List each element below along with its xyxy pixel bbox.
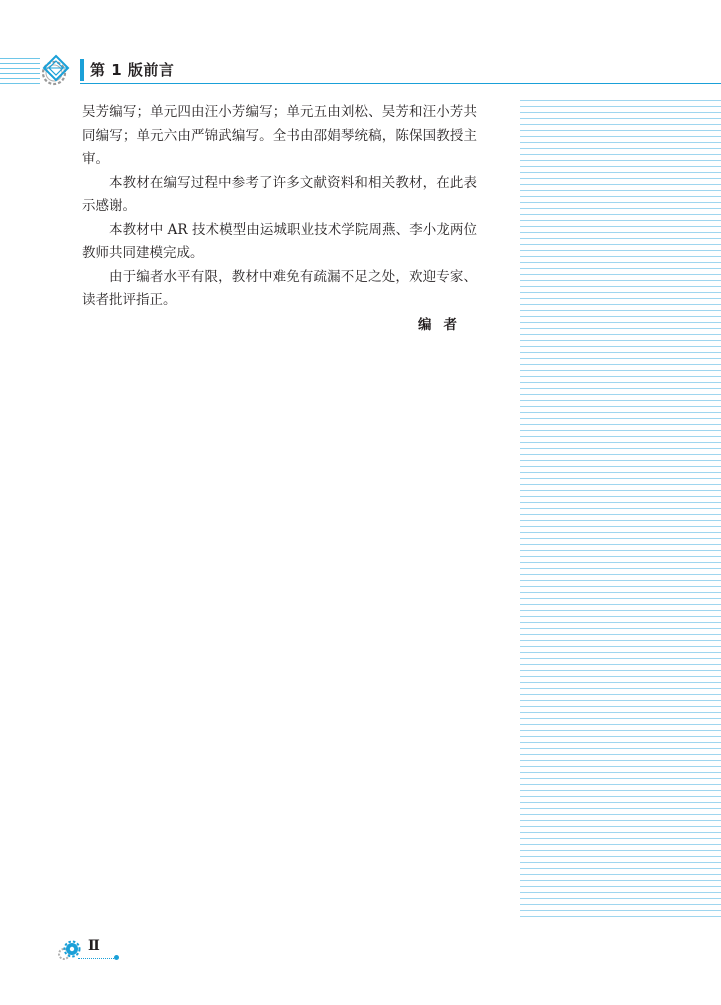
paragraph: 本教材在编写过程中参考了许多文献资料和相关教材，在此表示感谢。 bbox=[82, 174, 477, 214]
paragraph: 本教材中 AR 技术模型由运城职业技术学院周燕、李小龙两位教师共同建模完成。 bbox=[82, 221, 477, 261]
footer-dot bbox=[114, 955, 119, 960]
page-number: Ⅱ bbox=[88, 938, 100, 954]
body-text bbox=[82, 101, 477, 313]
page-title: 第 1 版前言 bbox=[90, 61, 175, 79]
footer-rule bbox=[78, 958, 114, 960]
header-accent-bar bbox=[80, 59, 84, 81]
paragraph: 由于编者水平有限，教材中难免有疏漏不足之处，欢迎专家、读者批评指正。 bbox=[82, 268, 477, 308]
author-signature: 编者 bbox=[418, 317, 469, 333]
gear-diamond-logo-icon bbox=[38, 52, 74, 90]
margin-ruled-lines bbox=[520, 100, 721, 920]
paragraph: 吴芳编写；单元四由汪小芳编写；单元五由刘松、吴芳和汪小芳共同编写；单元六由严锦武编写。全书由邵娟琴统稿，陈保国教授主审。 bbox=[82, 104, 477, 167]
header-stripes bbox=[0, 52, 40, 90]
header-rule bbox=[80, 83, 721, 84]
